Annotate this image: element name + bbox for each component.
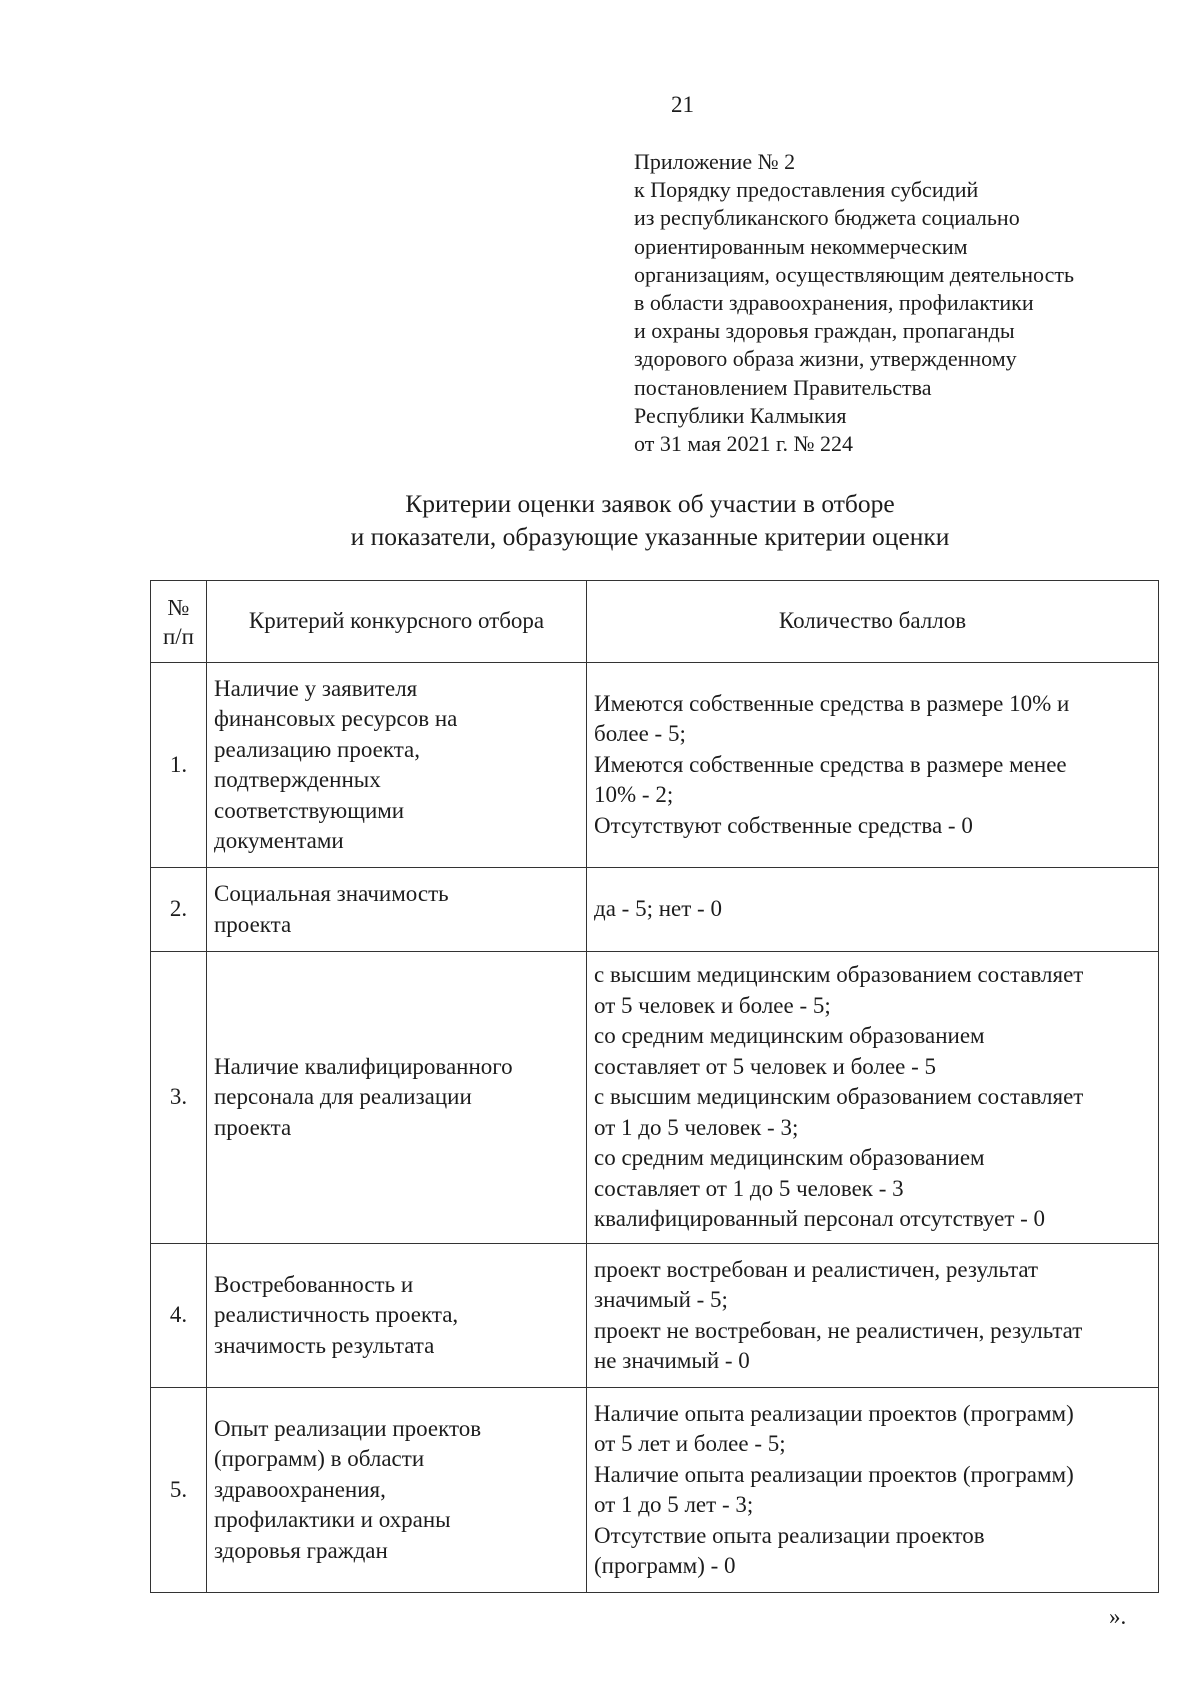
- row-score: [587, 1388, 1159, 1593]
- score-line: с высшим медицинским образованием составляет: [594, 1084, 1084, 1110]
- appendix-line: организациям, осуществляющим деятельность: [634, 261, 1074, 287]
- criterion-line: здравоохранения,: [214, 1476, 386, 1502]
- table-row: [151, 952, 1159, 1244]
- row-criterion: [207, 663, 587, 868]
- score-line: значимый - 5;: [594, 1287, 728, 1312]
- appendix-line: Республики Калмыкия: [634, 402, 847, 428]
- score-line: от 1 до 5 человек - 3;: [594, 1114, 799, 1140]
- row-score: [587, 868, 1159, 952]
- score-line: составляет от 5 человек и более - 5: [594, 1053, 937, 1079]
- criterion-line: подтвержденных: [214, 767, 381, 792]
- score-line: да - 5; нет - 0: [594, 896, 722, 922]
- row-score: [587, 1244, 1159, 1388]
- score-line: от 1 до 5 лет - 3;: [594, 1492, 754, 1517]
- row-number: 2.: [151, 868, 207, 952]
- criterion-line: Опыт реализации проектов: [214, 1415, 482, 1441]
- score-line: Имеются собственные средства в размере менее: [594, 751, 1067, 777]
- title-line-1: Критерии оценки заявок об участии в отборе: [405, 489, 895, 518]
- criterion-line: документами: [214, 828, 344, 853]
- page-number: 21: [671, 92, 694, 117]
- score-line: квалифицированный персонал отсутствует - 0: [594, 1206, 1046, 1232]
- appendix-line: постановлением Правительства: [634, 374, 932, 400]
- row-score: [587, 952, 1159, 1244]
- criterion-line: значимость результата: [214, 1332, 435, 1358]
- criterion-line: проекта: [214, 911, 292, 937]
- header-criterion: Критерий конкурсного отбора: [207, 581, 587, 663]
- row-number: 1.: [151, 663, 207, 868]
- header-number-line: п/п: [162, 623, 194, 649]
- score-line: более - 5;: [594, 721, 686, 747]
- score-line: Отсутствуют собственные средства - 0: [594, 812, 973, 838]
- row-criterion: [207, 1244, 587, 1388]
- score-line: (программ) - 0: [594, 1553, 736, 1578]
- appendix-line: и охраны здоровья граждан, пропаганды: [634, 318, 1015, 344]
- criterion-line: Наличие квалифицированного: [214, 1053, 513, 1079]
- score-line: с высшим медицинским образованием составляет: [594, 962, 1084, 988]
- header-score: Количество баллов: [587, 581, 1159, 663]
- title-line-2: и показатели, образующие указанные критерии оценки: [350, 522, 950, 551]
- score-line: со средним медицинским образованием: [594, 1145, 985, 1171]
- score-line: не значимый - 0: [594, 1348, 750, 1373]
- table-header-row: [151, 581, 1159, 663]
- table-row: [151, 1244, 1159, 1388]
- criterion-line: персонала для реализации: [214, 1084, 472, 1110]
- row-number: 5.: [151, 1388, 207, 1593]
- appendix-line: из республиканского бюджета социально: [634, 205, 1020, 231]
- score-line: Наличие опыта реализации проектов (программ): [594, 1461, 1074, 1487]
- appendix-line: к Порядку предоставления субсидий: [634, 177, 979, 203]
- score-line: от 5 человек и более - 5;: [594, 992, 831, 1018]
- criterion-line: реалистичность проекта,: [214, 1302, 459, 1328]
- appendix-line: Приложение № 2: [634, 149, 796, 174]
- criterion-line: проекта: [214, 1114, 292, 1140]
- table-row: [151, 663, 1159, 868]
- score-line: Имеются собственные средства в размере 10% и: [594, 690, 1070, 716]
- criterion-line: (программ) в области: [214, 1446, 425, 1472]
- criterion-line: реализацию проекта,: [214, 736, 420, 762]
- criterion-line: Востребованность и: [214, 1271, 414, 1297]
- row-criterion: [207, 1388, 587, 1593]
- row-criterion: [207, 952, 587, 1244]
- score-line: проект востребован и реалистичен, результат: [594, 1256, 1039, 1282]
- criterion-line: здоровья граждан: [214, 1537, 388, 1563]
- document-title: [0, 487, 1200, 553]
- score-line: со средним медицинским образованием: [594, 1023, 985, 1049]
- criterion-line: соответствующими: [214, 797, 405, 823]
- appendix-line: здорового образа жизни, утвержденному: [634, 346, 1017, 372]
- score-line: составляет от 1 до 5 человек - 3: [594, 1175, 904, 1201]
- header-number: [151, 581, 207, 663]
- table-row: [151, 1388, 1159, 1593]
- appendix-line: от 31 мая 2021 г. № 224: [634, 431, 854, 457]
- criterion-line: Наличие у заявителя: [214, 675, 418, 701]
- score-line: 10% - 2;: [594, 782, 674, 808]
- criterion-line: Социальная значимость: [214, 881, 449, 906]
- table-row: [151, 868, 1159, 952]
- score-line: от 5 лет и более - 5;: [594, 1431, 786, 1456]
- row-criterion: [207, 868, 587, 952]
- score-line: Отсутствие опыта реализации проектов: [594, 1522, 985, 1548]
- appendix-line: ориентированным некоммерческим: [634, 233, 968, 259]
- appendix-header: [634, 148, 1174, 458]
- header-number-line: №: [167, 594, 190, 620]
- closing-quote-mark: ».: [1109, 1604, 1127, 1629]
- score-line: проект не востребован, не реалистичен, результат: [594, 1317, 1083, 1343]
- row-number: 3.: [151, 952, 207, 1244]
- appendix-line: в области здравоохранения, профилактики: [634, 290, 1034, 316]
- criterion-line: финансовых ресурсов на: [214, 706, 458, 731]
- row-score: [587, 663, 1159, 868]
- score-line: Наличие опыта реализации проектов (программ): [594, 1400, 1074, 1426]
- criteria-table: [150, 580, 1159, 1593]
- criterion-line: профилактики и охраны: [214, 1507, 451, 1533]
- row-number: 4.: [151, 1244, 207, 1388]
